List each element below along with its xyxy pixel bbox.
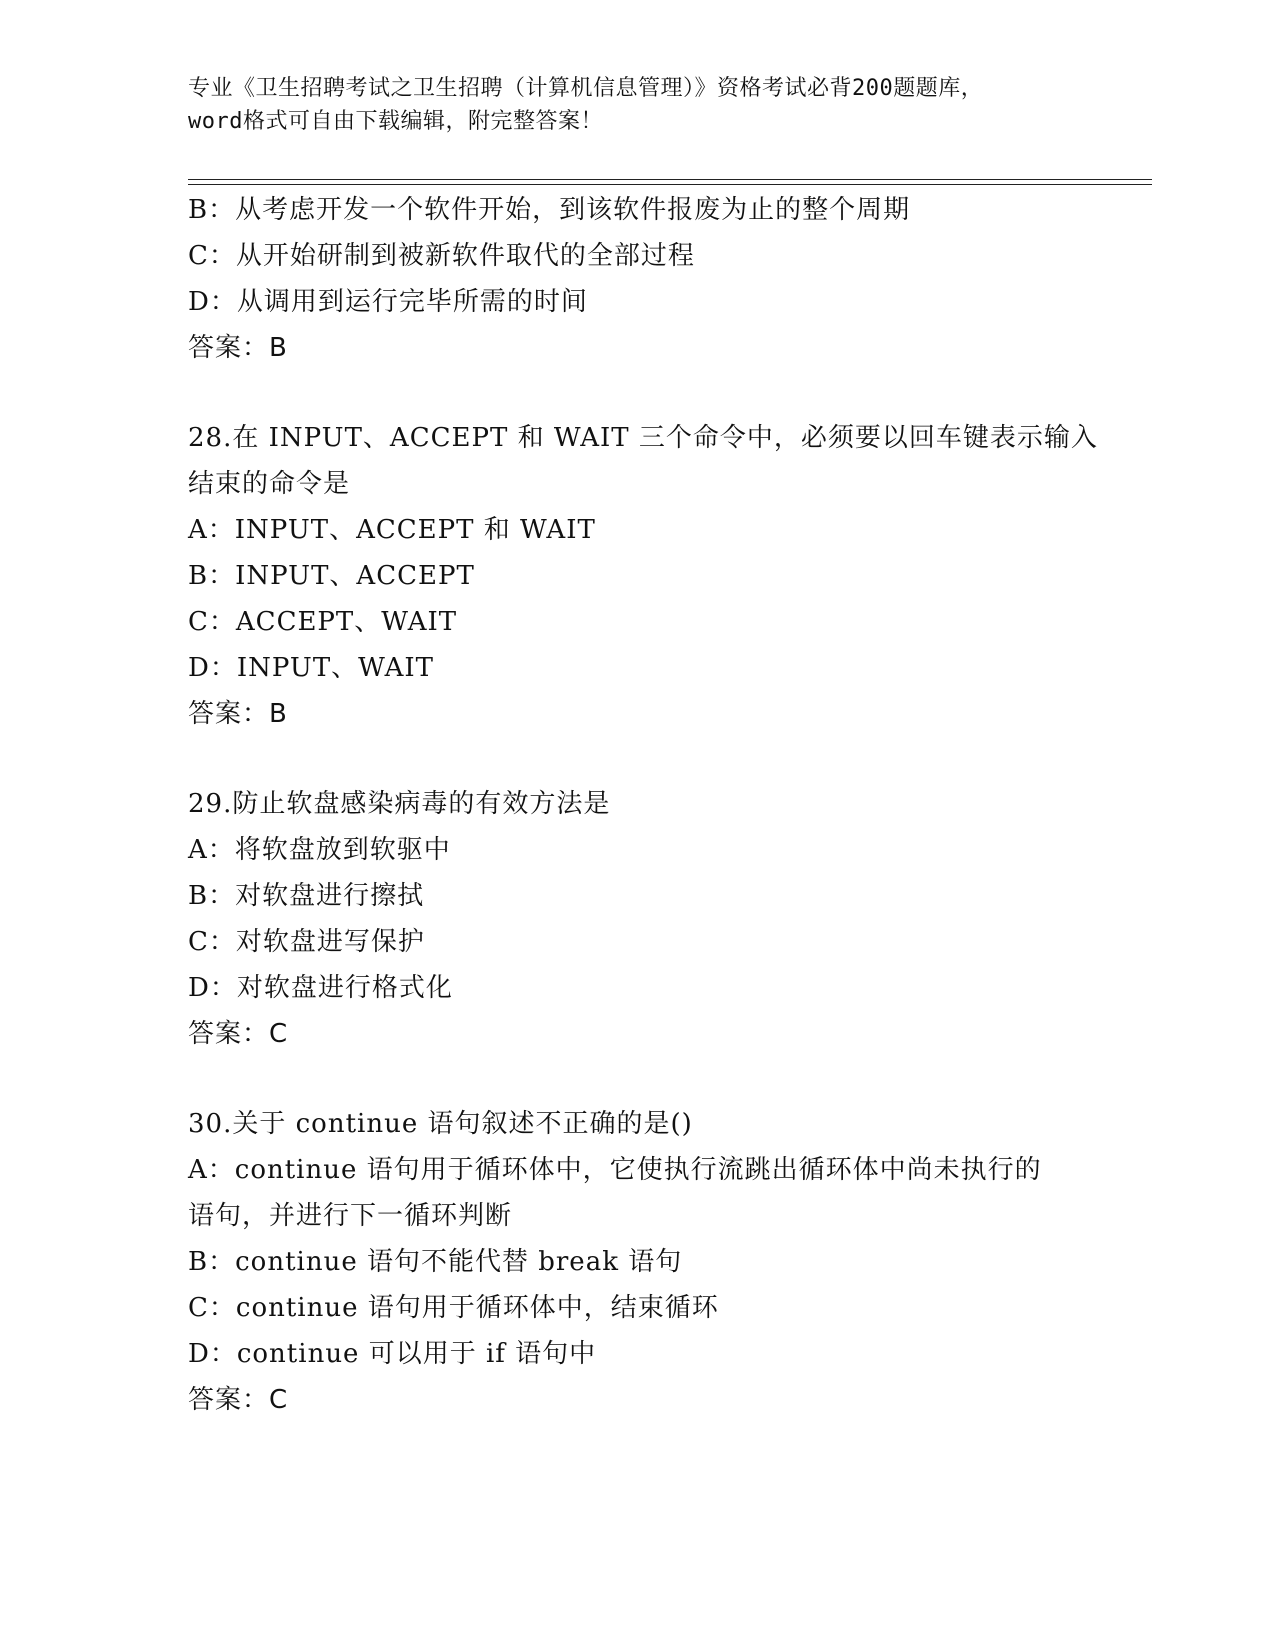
question-text-line-2: 结束的命令是: [188, 469, 351, 499]
option-b: B：INPUT、ACCEPT: [188, 561, 475, 591]
option-b: B：从考虑开发一个软件开始，到该软件报废为止的整个周期: [188, 195, 911, 225]
option-a-line-1: A：continue 语句用于循环体中，它使执行流跳出循环体中尚未执行的: [188, 1155, 1042, 1185]
option-c: C：continue 语句用于循环体中，结束循环: [188, 1293, 719, 1323]
question-30: [188, 1101, 1088, 1423]
option-d: D：从调用到运行完毕所需的时间: [188, 287, 588, 317]
option-d: D：continue 可以用于 if 语句中: [188, 1339, 597, 1369]
spacer: [188, 1057, 1088, 1101]
option-b: B：continue 语句不能代替 break 语句: [188, 1247, 683, 1277]
document-header: [188, 72, 1088, 138]
option-a: A：将软盘放到软驱中: [188, 835, 451, 865]
header-line-1: 专业《卫生招聘考试之卫生招聘（计算机信息管理）》资格考试必背200题题库，: [188, 76, 984, 101]
option-a: A：INPUT、ACCEPT 和 WAIT: [188, 515, 596, 545]
question-text: 30.关于 continue 语句叙述不正确的是(): [188, 1109, 693, 1139]
question-text-line-1: 28.在 INPUT、ACCEPT 和 WAIT 三个命令中，必须要以回车键表示输入: [188, 423, 1098, 453]
answer-label: 答案：B: [188, 333, 288, 363]
header-line-2: word格式可自由下载编辑，附完整答案！: [188, 109, 603, 134]
header-divider-bottom: [188, 184, 1152, 185]
question-27-tail: [188, 187, 1088, 371]
question-29: [188, 781, 1088, 1057]
option-c: C：从开始研制到被新软件取代的全部过程: [188, 241, 695, 271]
question-28: [188, 415, 1098, 737]
question-text: 29.防止软盘感染病毒的有效方法是: [188, 789, 611, 819]
spacer: [188, 737, 1088, 781]
option-b: B：对软盘进行擦拭: [188, 881, 425, 911]
option-d: D：INPUT、WAIT: [188, 653, 434, 683]
option-c: C：ACCEPT、WAIT: [188, 607, 458, 637]
answer-label: 答案：C: [188, 1019, 289, 1049]
option-d: D：对软盘进行格式化: [188, 973, 453, 1003]
option-c: C：对软盘进写保护: [188, 927, 425, 957]
spacer: [188, 371, 1088, 415]
answer-label: 答案：B: [188, 699, 288, 729]
question-list: [188, 187, 1098, 1423]
option-a-line-2: 语句，并进行下一循环判断: [188, 1201, 513, 1231]
header-divider-top: [188, 179, 1152, 180]
answer-label: 答案：C: [188, 1385, 289, 1415]
